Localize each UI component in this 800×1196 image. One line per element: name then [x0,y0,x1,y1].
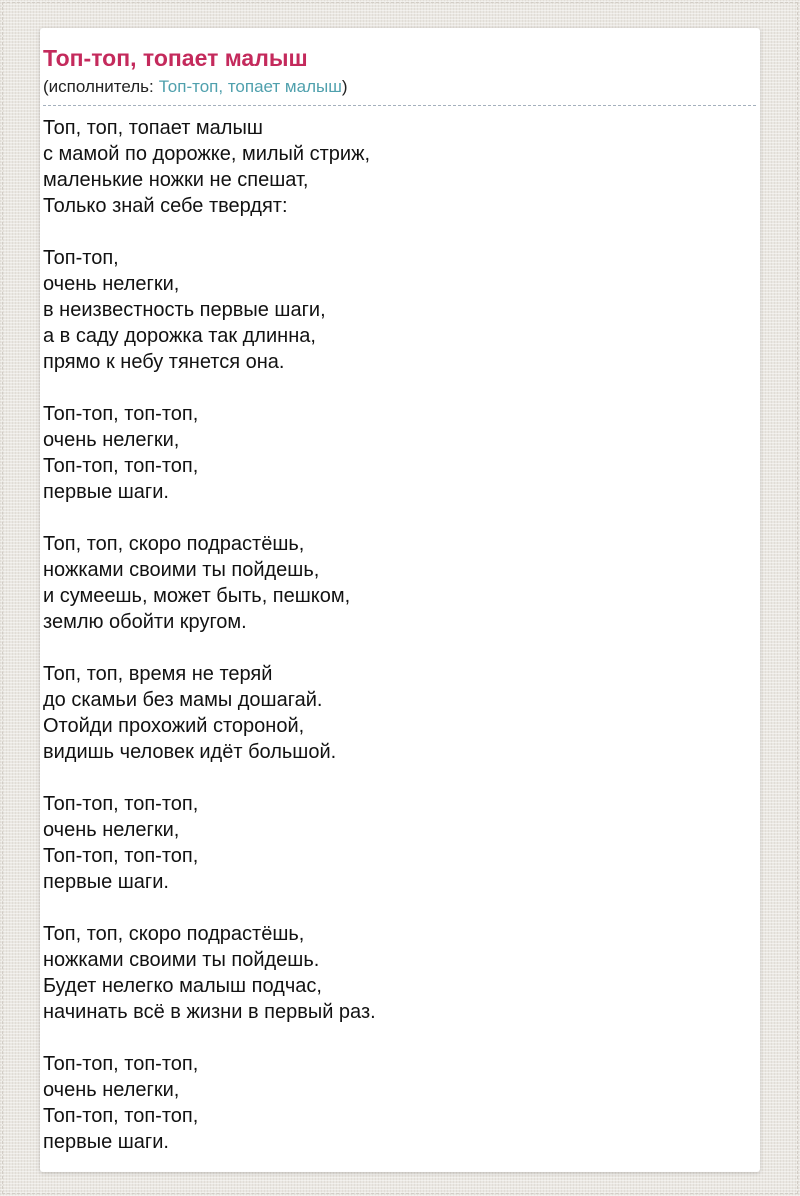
page-title: Топ-топ, топает малыш [43,45,308,71]
lyrics-stanza: Топ-топ, топ-топ, очень нелегки, Топ-топ, топ-топ, первые шаги. [43,793,199,894]
lyrics-stanza: Топ-топ, топ-топ, очень нелегки, Топ-топ, топ-топ, первые шаги. [43,403,199,504]
lyrics-stanza: Топ, топ, скоро подрастёшь, ножками своими ты пойдешь, и сумеешь, может быть, пешком, землю обойти кругом. [43,533,351,634]
lyrics-card [40,28,760,1172]
artist-close-paren: ) [341,76,348,96]
lyrics-stanza: Топ-топ, топ-топ, очень нелегки, Топ-топ, топ-топ, первые шаги. [43,1053,199,1154]
lyrics-stanza: Топ-топ, очень нелегки, в неизвестность первые шаги, а в саду дорожка так длинна, прямо к небу тянется она. [43,247,326,374]
artist-link[interactable]: Топ-топ, топает малыш [158,76,342,96]
lyrics-stanza: Топ, топ, время не теряй до скамьи без мамы дошагай. Отойди прохожий стороной, видишь человек идёт большой. [43,663,337,764]
lyrics-stanza: Топ, топ, топает малыш с мамой по дорожке, милый стриж, маленькие ножки не спешат, Только знай себе твердят: [43,117,371,218]
lyrics-stanza: Топ, топ, скоро подрастёшь, ножками своими ты пойдешь. Будет нелегко малыш подчас, начинать всё в жизни в первый раз. [43,923,376,1024]
artist-label: (исполнитель: [43,76,154,96]
lyrics [43,115,756,1155]
artist-line [43,77,756,106]
